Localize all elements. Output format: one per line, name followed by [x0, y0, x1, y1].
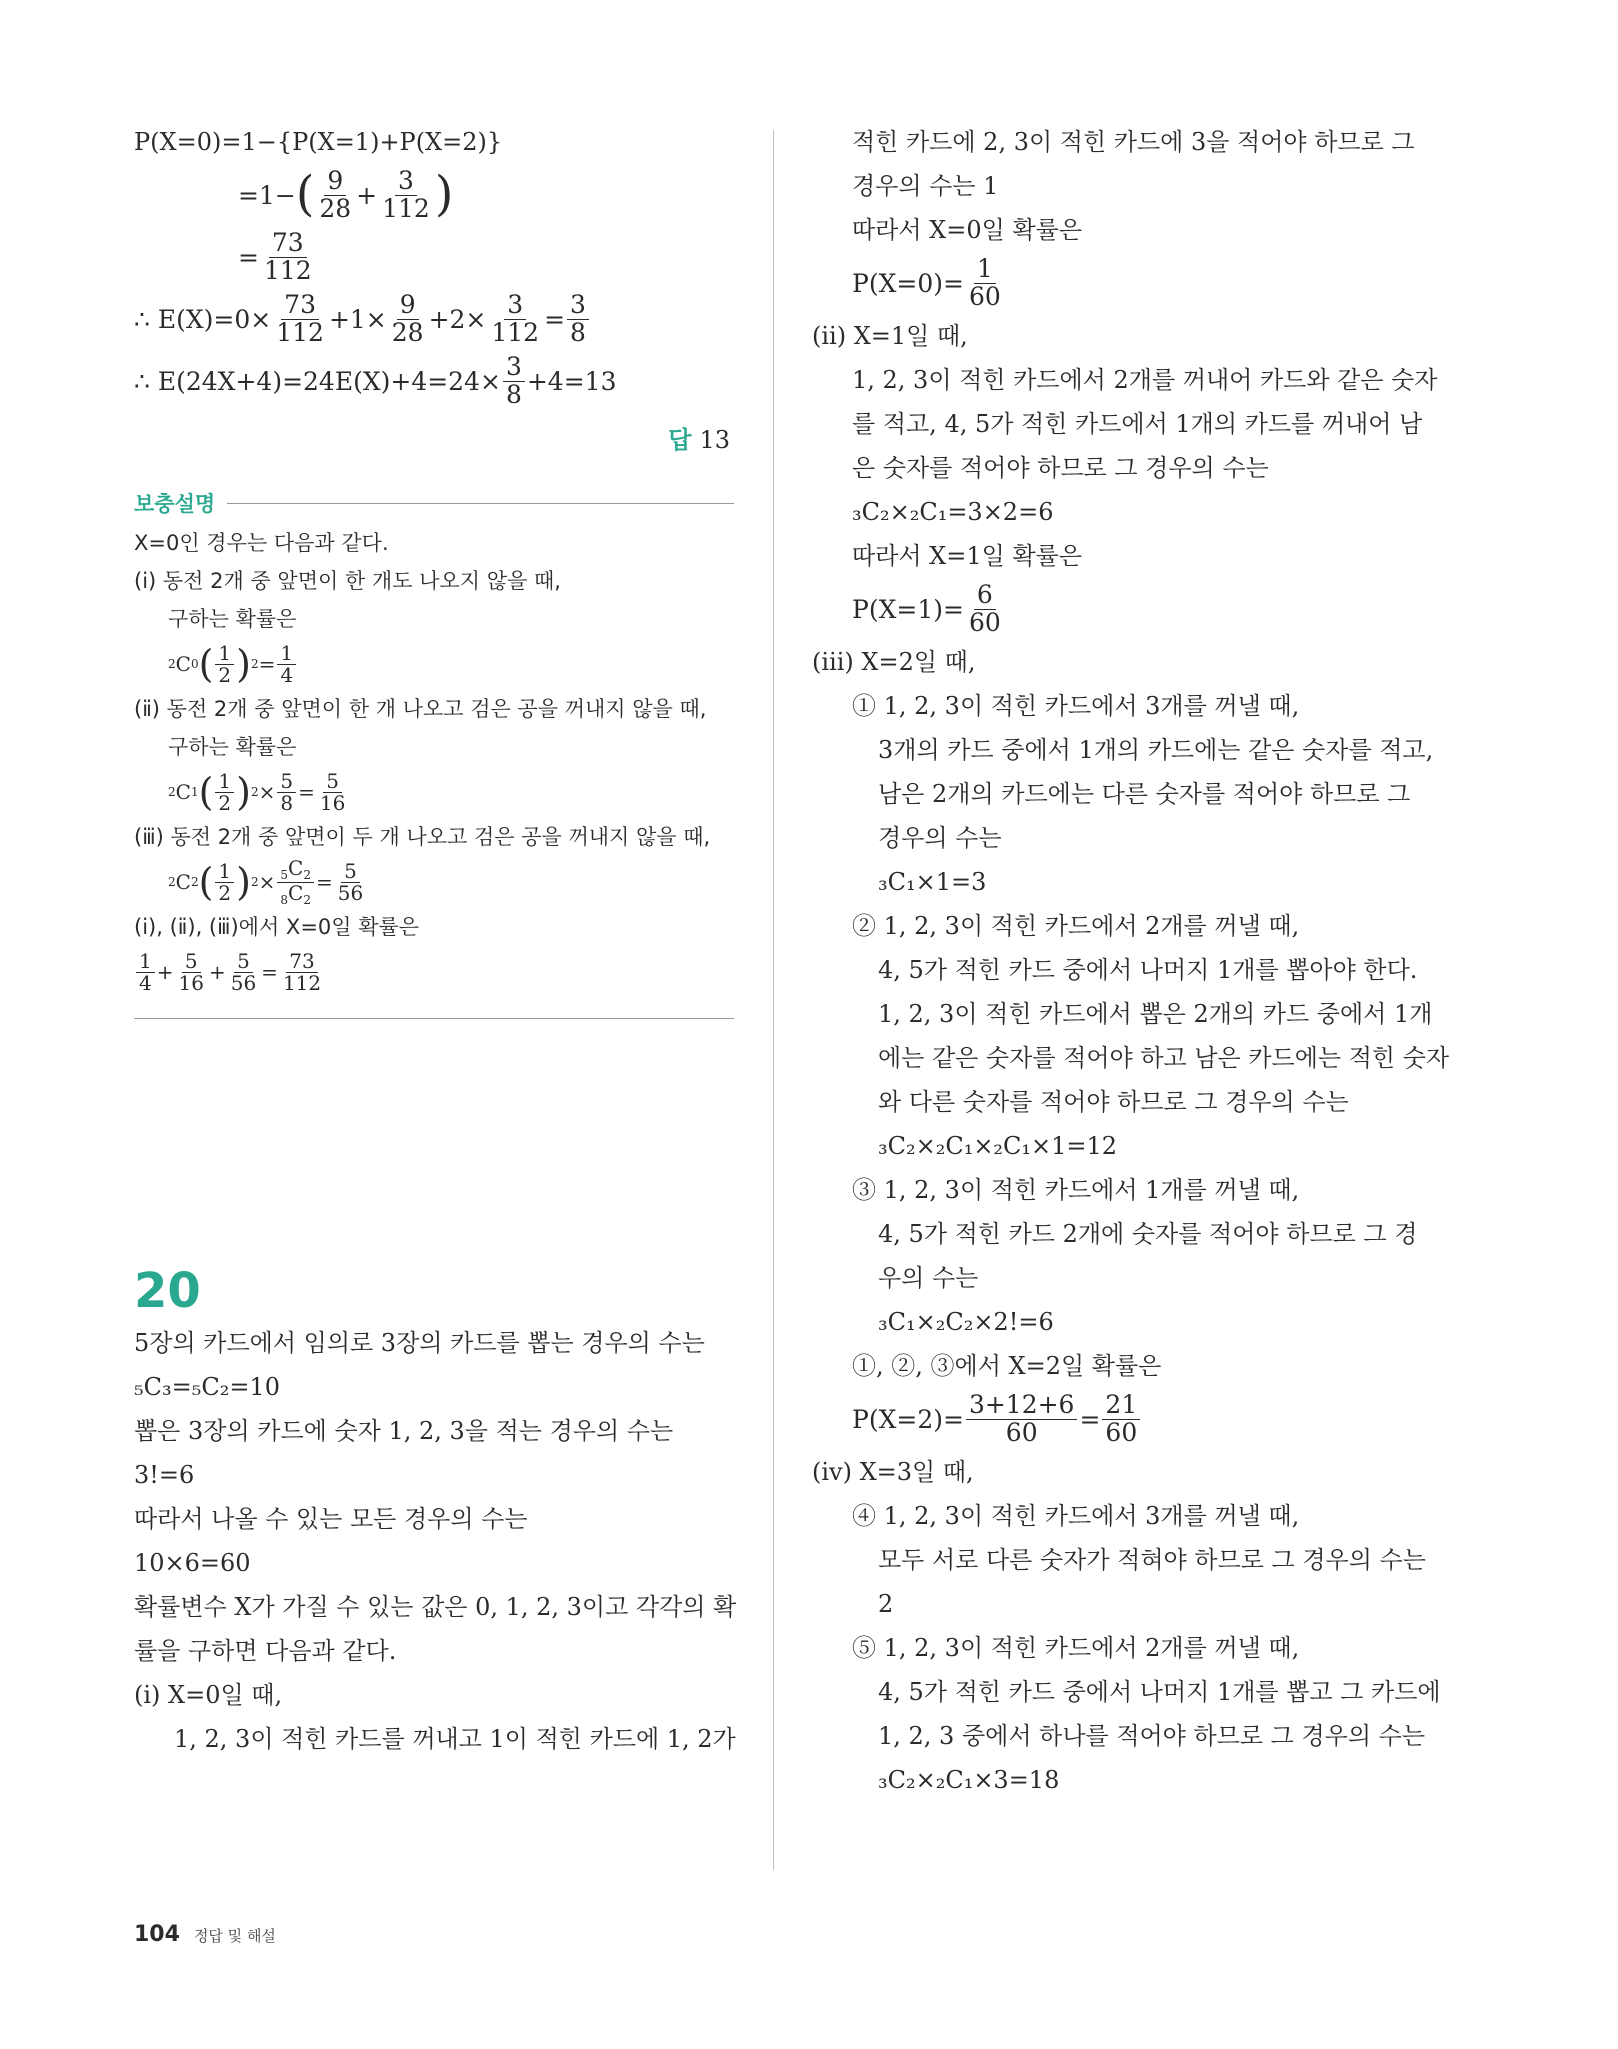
- supp-line: 구하는 확률은: [168, 735, 297, 759]
- solution-line: 를 적고, 4, 5가 적힌 카드에서 1개의 카드를 꺼내어 남: [852, 410, 1423, 438]
- solution-line: ④ 1, 2, 3이 적힌 카드에서 3개를 꺼낼 때,: [852, 1502, 1300, 1530]
- solution-line: ₃C₂×₂C₁×₂C₁×1=12: [878, 1132, 1118, 1160]
- solution-line: 와 다른 숫자를 적어야 하므로 그 경우의 수는: [878, 1088, 1349, 1116]
- supp-formula-1: 2 C 0 ( $\frac{1}{2}$ ) 2 = $\frac{1}{4}$: [134, 638, 734, 690]
- eq-line-1: P(X=0)=1−{P(X=1)+P(X=2)}: [134, 128, 503, 156]
- solution-line: ₃C₂×₂C₁×3=18: [878, 1766, 1060, 1794]
- page-number: 104: [134, 1922, 180, 1947]
- solution-line: ③ 1, 2, 3이 적힌 카드에서 1개를 꺼낼 때,: [852, 1176, 1300, 1204]
- solution-line: 에는 같은 숫자를 적어야 하고 남은 카드에는 적힌 숫자: [878, 1044, 1450, 1072]
- problem-line: 3!=6: [134, 1461, 195, 1489]
- solution-line: ₃C₁×₂C₂×2!=6: [878, 1308, 1054, 1336]
- problem-line: 뽑은 3장의 카드에 숫자 1, 2, 3을 적는 경우의 수는: [134, 1417, 674, 1445]
- problem-line: ₅C₃=₅C₂=10: [134, 1373, 280, 1401]
- solution-line: 따라서 X=0일 확률은: [852, 216, 1083, 244]
- supp-line: (ⅲ) 동전 2개 중 앞면이 두 개 나오고 검은 공을 꺼내지 않을 때,: [134, 825, 711, 849]
- supp-line: X=0인 경우는 다음과 같다.: [134, 531, 389, 555]
- problem-line: 률을 구하면 다음과 같다.: [134, 1637, 397, 1665]
- solution-line: ② 1, 2, 3이 적힌 카드에서 2개를 꺼낼 때,: [852, 912, 1300, 940]
- eq-expectation: ∴ E(X)=0× $\frac{73}{112}$ +1× $\frac{9}{28}$ +2× $\frac{3}{112}$ = $\frac{3}{8}$: [134, 288, 734, 350]
- solution-line: 경우의 수는 1: [852, 172, 999, 200]
- prob-x2: P(X=2)= $\frac{3+12+6}{60}$ = $\frac{21}{60}$: [812, 1388, 1422, 1450]
- answer: 답 13: [668, 426, 730, 454]
- supp-line: (ⅰ) 동전 2개 중 앞면이 한 개도 나오지 않을 때,: [134, 569, 561, 593]
- eq-line-3: = $\frac{73}{112}$: [238, 228, 312, 285]
- solution-line: 1, 2, 3이 적힌 카드에서 뽑은 2개의 카드 중에서 1개: [878, 1000, 1433, 1028]
- solution-line: 적힌 카드에 2, 3이 적힌 카드에 3을 적어야 하므로 그: [852, 128, 1415, 156]
- solution-line: ①, ②, ③에서 X=2일 확률은: [852, 1352, 1162, 1380]
- column-divider: [773, 130, 774, 1870]
- solution-line: 1, 2, 3 중에서 하나를 적어야 하므로 그 경우의 수는: [878, 1722, 1426, 1750]
- solution-line: 은 숫자를 적어야 하므로 그 경우의 수는: [852, 454, 1269, 482]
- solution-line: 4, 5가 적힌 카드 중에서 나머지 1개를 뽑고 그 카드에: [878, 1678, 1441, 1706]
- case-heading: (ⅱ) X=1일 때,: [812, 322, 968, 350]
- problem-number: 20: [134, 1263, 201, 1319]
- solution-line: 따라서 X=1일 확률은: [852, 542, 1083, 570]
- solution-line: ₃C₁×1=3: [878, 868, 987, 896]
- solution-line: 우의 수는: [878, 1264, 979, 1292]
- supp-formula-3: 2 C 2 ( $\frac{1}{2}$ ) 2 × $\frac{_5C_2}{_8C_2}$ = $\frac{5}{56}$: [168, 855, 364, 907]
- problem-line: (ⅰ) X=0일 때,: [134, 1681, 283, 1709]
- prob-x0: P(X=0)= $\frac{1}{60}$: [852, 254, 1001, 311]
- solution-line: ₃C₂×₂C₁=3×2=6: [852, 498, 1054, 526]
- right-column: [812, 120, 1450, 1802]
- eq-line-2: =1− ( $\frac{9}{28}$ + $\frac{3}{112}$ ): [238, 166, 454, 223]
- left-column: [134, 120, 737, 1761]
- supp-line: (ⅱ) 동전 2개 중 앞면이 한 개 나오고 검은 공을 꺼내지 않을 때,: [134, 697, 707, 721]
- solution-line: 남은 2개의 카드에는 다른 숫자를 적어야 하므로 그: [878, 780, 1411, 808]
- case-heading: (ⅳ) X=3일 때,: [812, 1458, 974, 1486]
- solution-line: 모두 서로 다른 숫자가 적혀야 하므로 그 경우의 수는: [878, 1546, 1426, 1574]
- page-footer: [134, 1922, 276, 1947]
- solution-line: 3개의 카드 중에서 1개의 카드에는 같은 숫자를 적고,: [878, 736, 1434, 764]
- solution-line: ⑤ 1, 2, 3이 적힌 카드에서 2개를 꺼낼 때,: [852, 1634, 1300, 1662]
- problem-line: 1, 2, 3이 적힌 카드를 꺼내고 1이 적힌 카드에 1, 2가: [174, 1725, 736, 1753]
- problem-line: 5장의 카드에서 임의로 3장의 카드를 뽑는 경우의 수는: [134, 1329, 705, 1357]
- solution-line: 4, 5가 적힌 카드 중에서 나머지 1개를 뽑아야 한다.: [878, 956, 1418, 984]
- solution-line: 2: [878, 1590, 894, 1618]
- supp-formula-sum: $\frac{1}{4}$ + $\frac{5}{16}$ + $\frac{5}{56}$ = $\frac{73}{112}$: [134, 946, 734, 998]
- case-heading: (ⅲ) X=2일 때,: [812, 648, 976, 676]
- supp-line: (ⅰ), (ⅱ), (ⅲ)에서 X=0일 확률은: [134, 915, 420, 939]
- problem-line: 확률변수 X가 가질 수 있는 값은 0, 1, 2, 3이고 각각의 확: [134, 1593, 737, 1621]
- solution-line: 경우의 수는: [878, 824, 1002, 852]
- solution-line: 4, 5가 적힌 카드 2개에 숫자를 적어야 하므로 그 경: [878, 1220, 1418, 1248]
- supp-formula-2: 2 C 1 ( $\frac{1}{2}$ ) 2 × $\frac{5}{8}$ = $\frac{5}{16}$: [168, 768, 346, 815]
- solution-line: ① 1, 2, 3이 적힌 카드에서 3개를 꺼낼 때,: [852, 692, 1300, 720]
- eq-linear-expectation: ∴ E(24X+4)=24E(X)+4=24× $\frac{3}{8}$ +4=13: [134, 352, 617, 409]
- footer-title: 정답 및 해설: [193, 1927, 276, 1945]
- supp-line: 구하는 확률은: [168, 607, 297, 631]
- problem-line: 10×6=60: [134, 1549, 251, 1577]
- problem-line: 따라서 나올 수 있는 모든 경우의 수는: [134, 1505, 528, 1533]
- solution-line: 1, 2, 3이 적힌 카드에서 2개를 꺼내어 카드와 같은 숫자: [852, 366, 1438, 394]
- prob-x1: P(X=1)= $\frac{6}{60}$: [852, 580, 1001, 637]
- supplement-header: 보충설명: [134, 482, 734, 524]
